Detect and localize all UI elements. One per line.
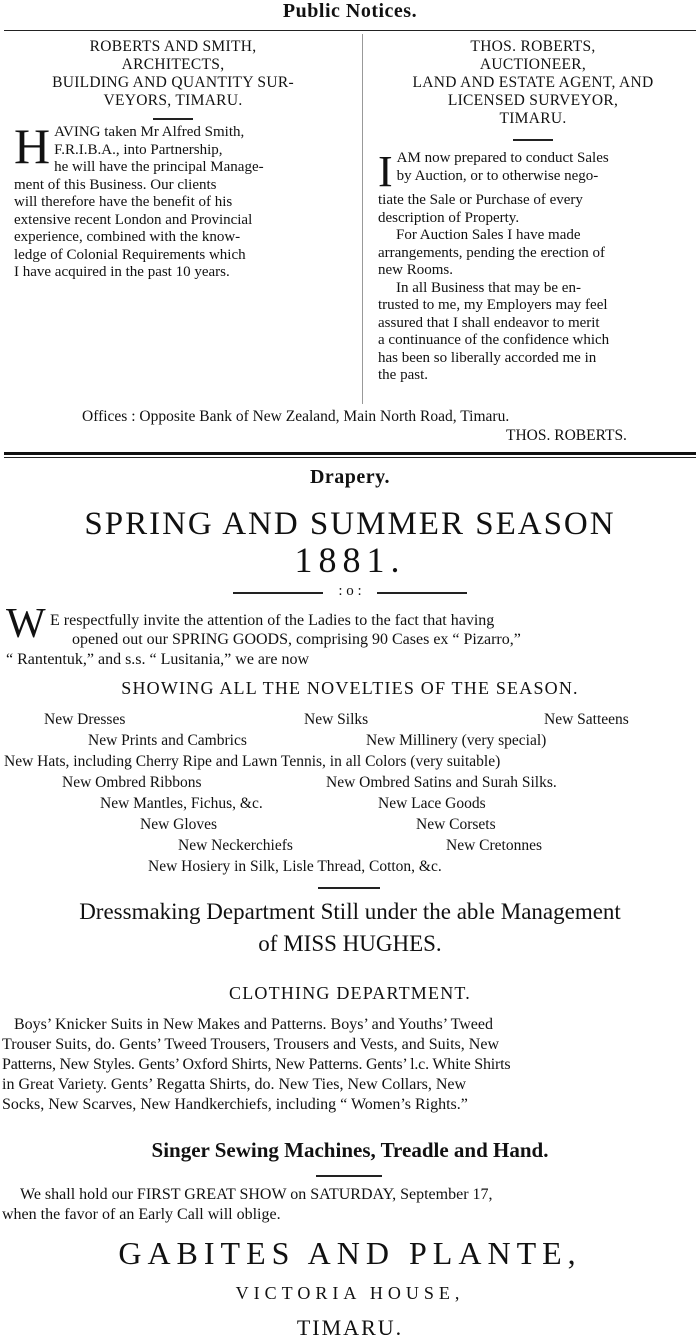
singer-machines: Singer Sewing Machines, Treadle and Hand. [151, 1138, 549, 1162]
intro-line: E respectfully invite the attention of the Ladies to the fact that having [50, 612, 495, 629]
header-line: LAND AND ESTATE AGENT, AND [412, 74, 654, 91]
body-line: a continuance of the confidence which [378, 332, 610, 348]
drapery-heading: Drapery. [309, 466, 391, 488]
body-line: arrangements, pending the erection of [378, 244, 605, 261]
dressmaking-line: Dressmaking Department Still under the able Management [79, 899, 621, 924]
divider-ornament: : o : [338, 583, 362, 599]
showing-novelties: SHOWING ALL THE NOVELTIES OF THE SEASON. [121, 678, 579, 698]
header-line: ARCHITECTS, [121, 56, 225, 73]
dropcap-letter: W [6, 601, 46, 647]
intro-line: “ Rantentuk,” and s.s. “ Lusitania,” we are now [6, 651, 310, 668]
novelty-item: New Ombred Ribbons [62, 774, 202, 791]
roberts-smith-notice [14, 38, 332, 282]
novelty-item: New Gloves [140, 816, 218, 833]
header-line: VEYORS, TIMARU. [103, 92, 243, 109]
novelty-item: New Hosiery in Silk, Lisle Thread, Cotton, &c. [148, 858, 442, 875]
novelty-item: New Corsets [416, 816, 496, 833]
novelty-item: New Neckerchiefs [178, 837, 293, 854]
town-name: TIMARU. [296, 1315, 404, 1340]
divider-right [377, 592, 467, 594]
body-line: In all Business that may be en- [396, 279, 581, 296]
divider-left [233, 592, 323, 594]
header-line: ROBERTS AND SMITH, [89, 38, 257, 55]
body-line: the past. [378, 367, 428, 383]
season-year: 1881. [294, 540, 406, 580]
novelty-item: New Lace Goods [378, 795, 486, 812]
body-line: ledge of Colonial Requirements which [14, 246, 246, 263]
novelty-item: New Dresses [44, 711, 126, 728]
header-line: THOS. ROBERTS, [470, 38, 596, 55]
clothing-line: Patterns, New Styles. Gents’ Oxford Shirts, New Patterns. Gents’ l.c. White Shirts [2, 1056, 511, 1073]
body-line: assured that I shall endeavor to merit [378, 314, 600, 331]
body-line: ment of this Business. Our clients [14, 176, 217, 193]
clothing-line: Socks, New Scarves, New Handkerchiefs, including “ Women’s Rights.” [2, 1096, 468, 1113]
body-line: I have acquired in the past 10 years. [14, 264, 230, 280]
novelty-item: New Hats, including Cherry Ripe and Lawn Tennis, in all Colors (very suitable) [4, 753, 501, 770]
short-divider [318, 887, 380, 889]
clothing-line: Trouser Suits, do. Gents’ Tweed Trousers, Trousers and Vests, and Suits, New [2, 1036, 499, 1053]
victoria-house: VICTORIA HOUSE, [235, 1283, 465, 1303]
novelty-item: New Millinery (very special) [366, 732, 547, 749]
novelty-item: New Prints and Cambrics [88, 732, 247, 749]
novelty-item: New Ombred Satins and Surah Silks. [326, 774, 557, 791]
signature: THOS. ROBERTS. [506, 427, 627, 444]
thos-roberts-header [378, 38, 688, 128]
top-rule [4, 30, 696, 31]
body-line: tiate the Sale or Purchase of every [378, 192, 583, 208]
header-line: TIMARU. [499, 110, 567, 127]
clothing-line: Boys’ Knicker Suits in New Makes and Patterns. Boys’ and Youths’ Tweed [14, 1016, 493, 1033]
season-title: SPRING AND SUMMER SEASON [84, 506, 616, 542]
show-line: when the favor of an Early Call will oblige. [2, 1206, 281, 1223]
thos-roberts-notice [378, 38, 688, 385]
body-line: experience, combined with the know- [14, 229, 241, 245]
header-line: LICENSED SURVEYOR, [447, 92, 619, 109]
dressmaking-line: of MISS HUGHES. [258, 931, 442, 956]
dropcap-letter: I [378, 147, 393, 196]
firm-name: GABITES AND PLANTE, [118, 1235, 582, 1271]
short-divider [513, 139, 553, 141]
dropcap-letter: H [14, 118, 51, 174]
body-line: AM now prepared to conduct Sales [396, 150, 609, 166]
offices-address: Offices : Opposite Bank of New Zealand, Main North Road, Timaru. [82, 408, 510, 425]
thos-roberts-body [378, 147, 688, 385]
body-line: will therefore have the benefit of his [14, 194, 233, 210]
body-line: For Auction Sales I have made [396, 227, 581, 243]
body-line: new Rooms. [378, 262, 453, 278]
body-line: has been so liberally accorded me in [378, 349, 597, 366]
section-rule-thin [4, 457, 696, 458]
show-line: We shall hold our FIRST GREAT SHOW on SATURDAY, September 17, [20, 1186, 493, 1203]
roberts-smith-body [14, 118, 332, 282]
novelty-item: New Mantles, Fichus, &c. [100, 795, 263, 812]
clothing-heading: CLOTHING DEPARTMENT. [229, 983, 471, 1003]
novelty-item: New Cretonnes [446, 837, 542, 854]
public-notices-heading: Public Notices. [282, 0, 418, 22]
body-line: F.R.I.B.A., into Partnership, [54, 141, 223, 158]
body-line: extensive recent London and Provincial [14, 211, 253, 228]
short-divider [316, 1175, 382, 1177]
novelty-item: New Satteens [544, 711, 629, 728]
body-line: description of Property. [378, 209, 520, 226]
body-line: trusted to me, my Employers may feel [378, 297, 608, 313]
short-divider [153, 118, 193, 120]
body-line: he will have the principal Manage- [54, 159, 264, 175]
column-divider [362, 34, 363, 404]
intro-line: opened out our SPRING GOODS, comprising 90 Cases ex “ Pizarro,” [72, 631, 521, 648]
body-line: AVING taken Mr Alfred Smith, [54, 124, 245, 140]
clothing-line: in Great Variety. Gents’ Regatta Shirts, do. New Ties, New Collars, New [2, 1076, 467, 1093]
header-line: AUCTIONEER, [479, 56, 587, 73]
section-rule-thick [4, 452, 696, 455]
body-line: by Auction, or to otherwise nego- [396, 167, 599, 184]
header-line: BUILDING AND QUANTITY SUR- [52, 74, 294, 91]
roberts-smith-header [14, 38, 332, 110]
novelty-item: New Silks [304, 711, 369, 728]
